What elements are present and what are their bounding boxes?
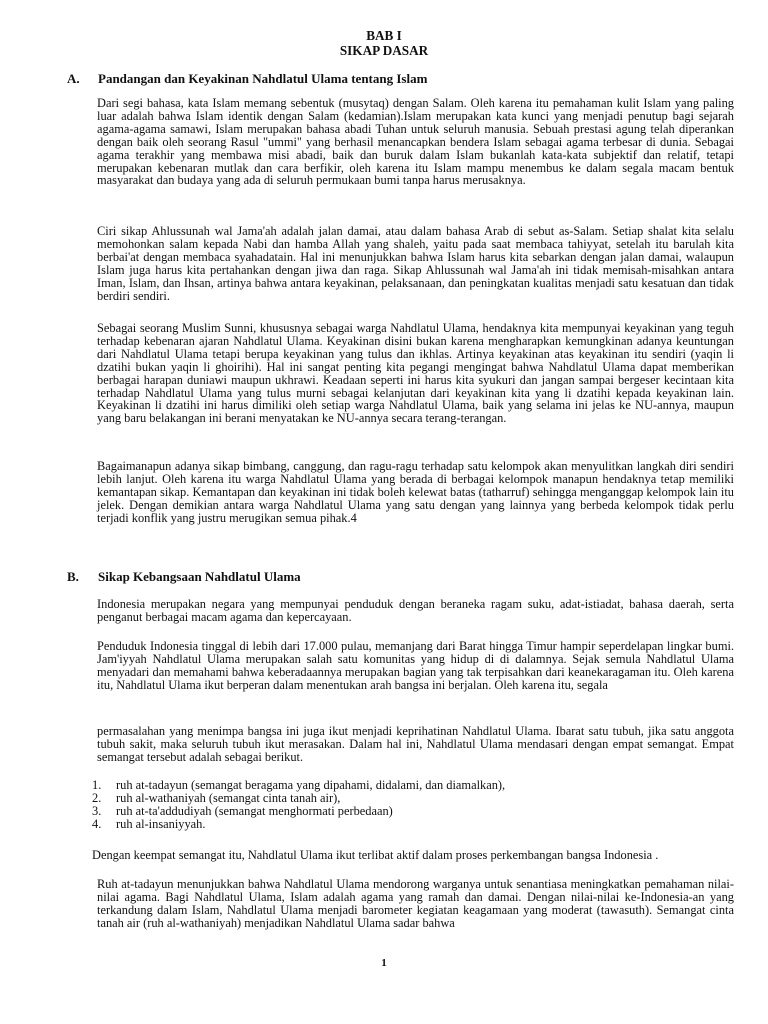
- list-item-text: ruh at-ta'addudiyah (semangat menghormati perbedaan): [116, 804, 393, 818]
- section-b-heading: [67, 569, 301, 585]
- section-b-letter: B.: [67, 569, 79, 584]
- chapter-label: BAB I: [366, 28, 402, 43]
- section-b-paragraph-2: Penduduk Indonesia tinggal di lebih dari 17.000 pulau, memanjang dari Barat hingga Timur hampir seperdelapan lingkar bumi. Jam'iyyah Nahdlatul Ulama merupakan salah satu komunitas yang hidup di di dalamnya. Sejak semula Nahdlatul Ulama menyadari dan memahami bahwa keberadaannya merupakan bagian yang tak terpisahkan dari keanekaragaman itu. Oleh karena itu, Nahdlatul Ulama ikut berperan dalam menentukan arah bangsa ini berjalan. Oleh karena itu, segala: [97, 639, 734, 692]
- section-b-paragraph-3: permasalahan yang menimpa bangsa ini juga ikut menjadi keprihatinan Nahdlatul Ulama. Ibarat satu tubuh, jika satu anggota tubuh sakit, maka seluruh tubuh ikut merasakan. Dalam hal ini, Nahdlatul Ulama mendasari dengan empat semangat. Empat semangat tersebut adalah sebagai berikut.: [97, 724, 734, 764]
- section-a-letter: A.: [67, 71, 80, 86]
- list-item-number: 1.: [92, 778, 102, 792]
- section-a-heading: [67, 71, 427, 87]
- section-b-title: Sikap Kebangsaan Nahdlatul Ulama: [98, 569, 301, 584]
- section-b-paragraph-1: Indonesia merupakan negara yang mempunyai penduduk dengan beraneka ragam suku, adat-istiadat, bahasa daerah, serta penganut berbagai macam agama dan kepercayaan.: [97, 597, 734, 624]
- section-a-paragraph-1: Dari segi bahasa, kata Islam memang sebentuk (musytaq) dengan Salam. Oleh karena itu pemahaman kulit Islam yang paling luar adalah bahwa Islam identik dengan Salam (kedamian).Islam merupakan kata kunci yang menjadi penutup bagi sejarah agama-agama samawi, Islam merupakan bahasa abadi Tuhan untuk seluruh manusia. Sebuah prestasi agung telah diperankan dengan baik oleh seorang Rasul "ummi" yang berhasil menancapkan bendera Islam sebagai agama terbesar di dunia. Sebagai agama terakhir yang membawa misi abadi, baik dan buruk dalam Islam bukanlah kata-kata subjektif dan relatif, tetapi merupakan kebenaran mutlak dan cara berfikir, oleh karena itu Islam mampu menembus ke dalam segala macam bentuk masyarakat dan budaya yang ada di seluruh permukaan bumi tanpa harus merusaknya.: [97, 96, 734, 188]
- list-item-number: 2.: [92, 791, 102, 805]
- list-item: [92, 818, 505, 831]
- list-item-number: 3.: [92, 804, 102, 818]
- section-a-paragraph-2: Ciri sikap Ahlussunah wal Jama'ah adalah jalan damai, atau dalam bahasa Arab di sebut as-Salam. Setiap shalat kita selalu memohonkan salam kepada Nabi dan hamba Allah yang shaleh, yaitu pada saat membaca tahiyyat, setelah itu barulah kita berbai'at dengan membaca syahadatain. Hal ini menunjukkan bahwa Islam harus kita sebarkan dengan jalan damai, walaupun Islam juga harus kita pertahankan dengan jiwa dan raga. Sikap Ahlussunah wal Jama'ah ini tidak memisah-misahkan antara Iman, Islam, dan Ihsan, artinya bahwa antara keyakinan, pelaksanaan, dan peningkatan kualitas menjadi satu kesatuan dan tidak berdiri sendiri.: [97, 224, 734, 303]
- semangat-list: [92, 779, 505, 831]
- chapter-title: SIKAP DASAR: [339, 43, 429, 58]
- list-item-number: 4.: [92, 817, 102, 831]
- list-item-text: ruh at-tadayun (semangat beragama yang dipahami, didalami, dan diamalkan),: [116, 778, 506, 792]
- section-b-last-paragraph: Ruh at-tadayun menunjukkan bahwa Nahdlatul Ulama mendorong warganya untuk senantiasa meningkatkan pemahaman nilai-nilai agama. Bagi Nahdlatul Ulama, Islam adalah agama yang ramah dan damai. Dengan nilai-nilai ke-Indonesia-an yang terkandung dalam Islam, Nahdlatul Ulama menjadi barometer kegiatan keagamaan yang moderat (tawasuth). Semangat cinta tanah air (ruh al-wathaniyah) menjadikan Nahdlatul Ulama sadar bahwa: [97, 877, 734, 930]
- section-a-paragraph-4: Bagaimanapun adanya sikap bimbang, canggung, dan ragu-ragu terhadap satu kelompok akan menyulitkan langkah diri sendiri lebih lanjut. Oleh karena itu warga Nahdlatul Ulama yang berada di berbagai kelompok manapun hendaknya tetap memiliki kemantapan sikap. Kemantapan dan keyakinan ini tidak boleh kelewat batas (tatharruf) sehingga menganggap kelompok lain itu jelek. Dengan demikian antara warga Nahdlatul Ulama yang satu dengan yang lainnya yang berbeda kelompok tidak perlu terjadi konflik yang justru merugikan semua pihak.4: [97, 459, 734, 525]
- section-a-paragraph-3: Sebagai seorang Muslim Sunni, khususnya sebagai warga Nahdlatul Ulama, hendaknya kita mempunyai keyakinan yang teguh terhadap kebenaran ajaran Nahdlatul Ulama. Keyakinan disini bukan karena mengharapkan kemungkinan adanya keuntungan dari Nahdlatul Ulama tetapi berupa keyakinan yang tulus dan ikhlas. Artinya keyakinan atas keyakinan itu sendiri (yaqin li dzatihi bukan yaqin li ghoirihi). Hal ini sangat penting kita pegangi mengingat bahwa Nahdlatul Ulama dapat memberikan berbagai harapan duniawi maupun ukhrawi. Keadaan seperti ini harus kita syukuri dan jangan sampai bergeser kecintaan kita terhadap Nahdlatul Ulama yang tulus murni sebagai kelanjutan dari keyakinan kita yang li dzatihi kepada keyakinan lain. Keyakinan li dzatihi ini harus dimiliki oleh setiap warga Nahdlatul Ulama, baik yang selama ini jelas ke NU-annya, maupun yang baru belakangan ini berani menyatakan ke NU-annya secara terang-terangan.: [97, 321, 734, 426]
- list-item-text: ruh al-insaniyyah.: [116, 817, 206, 831]
- section-a-title: Pandangan dan Keyakinan Nahdlatul Ulama tentang Islam: [98, 71, 428, 86]
- after-list-paragraph: Dengan keempat semangat itu, Nahdlatul Ulama ikut terlibat aktif dalam proses perkembangan bangsa Indonesia .: [92, 848, 659, 862]
- page-number: 1: [381, 957, 387, 969]
- list-item-text: ruh al-wathaniyah (semangat cinta tanah air),: [116, 791, 341, 805]
